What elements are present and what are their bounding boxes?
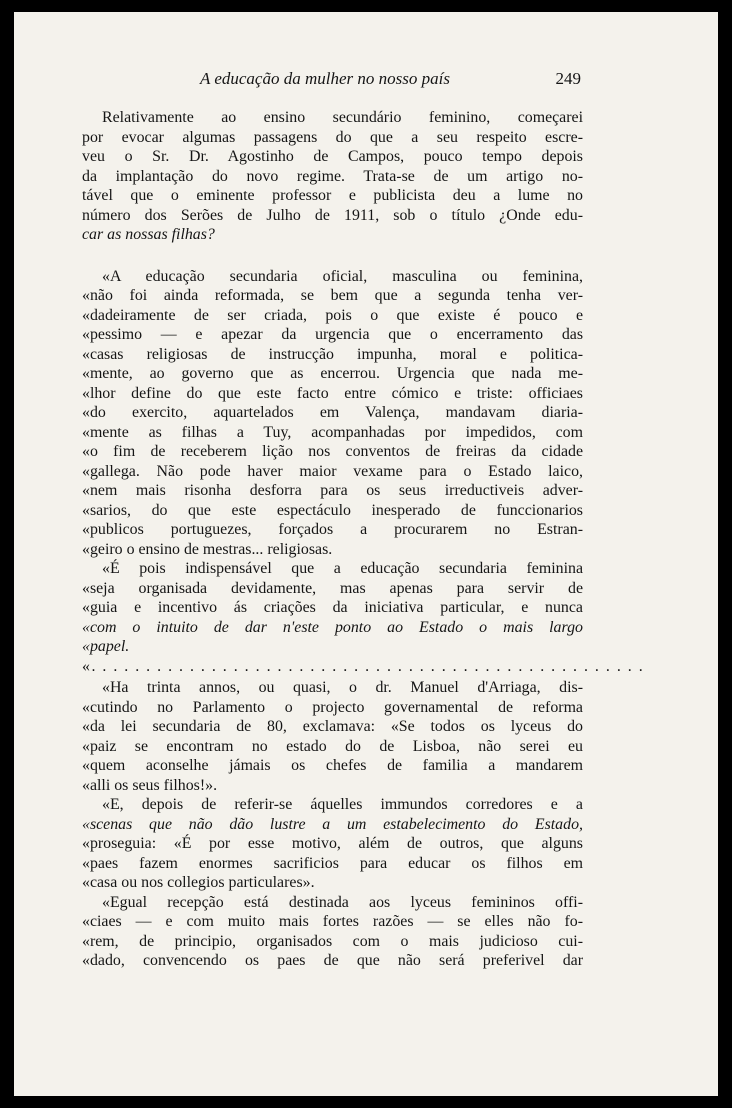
text-line: «sarios, do que este espectáculo inesperado de funccionarios xyxy=(82,501,583,519)
text-line: «gallega. Não pode haver maior vexame para o Estado laico, xyxy=(82,462,583,480)
text-line: «E, depois de referir-se áquelles immundos corredores e a xyxy=(102,796,583,813)
text-line: «casa ou nos collegios particulares». xyxy=(82,874,315,891)
text-line: «proseguia: «É por esse motivo, além de outros, que alguns xyxy=(82,835,583,852)
text-line: «com o intuito de dar n'este ponto ao Estado o mais largo xyxy=(82,618,583,636)
paragraph-intro xyxy=(82,108,583,245)
text-line: «da lei secundaria de 80, exclamava: «Se todos os lyceus do xyxy=(82,718,583,735)
book-page xyxy=(14,12,718,1096)
page-number: 249 xyxy=(555,69,581,88)
running-title: A educação da mulher no nosso país xyxy=(200,69,450,88)
text-line: «mente, ao governo que as encerrou. Urgencia que nada me- xyxy=(82,365,583,382)
text-line: «guia e incentivo ás criações da iniciativa particular, e nunca xyxy=(82,599,583,616)
text-line: «ciaes — e com muito mais fortes razões — se elles não fo- xyxy=(82,913,583,930)
text-line: «nem mais risonha desforra para os seus irreductiveis adver- xyxy=(82,482,583,499)
text-line: Relativamente ao ensino secundário feminino, começarei xyxy=(102,109,583,126)
ellipsis-line: «. . . . . . . . . . . . . . . . . . . . . . . . . . . . . . . . . . . . . . . . . . . . . . . . . . . xyxy=(82,657,645,675)
text-line: número dos Serões de Julho de 1911, sob o título ¿Onde edu- xyxy=(82,206,583,224)
paragraph-quote-2 xyxy=(82,559,583,657)
paragraph-quote-3 xyxy=(82,678,583,795)
text-line: «pessimo — e apezar da urgencia que o encerramento das xyxy=(82,326,583,343)
text-line: «scenas que não dão lustre a um estabelecimento do Estado, xyxy=(82,815,583,833)
text-line: «casas religiosas de instrucção impunha, moral e politica- xyxy=(82,345,583,363)
text-line: «Egual recepção está destinada aos lyceus femininos offi- xyxy=(102,893,583,911)
text-line: «quem aconselhe jámais os chefes de familia a mandarem xyxy=(82,757,583,774)
text-line: por evocar algumas passagens do que a seu respeito escre- xyxy=(82,128,583,146)
text-line: «não foi ainda reformada, se bem que a segunda tenha ver- xyxy=(82,287,583,304)
text-line: «É pois indispensável que a educação secundaria feminina xyxy=(102,560,583,577)
text-line: «do exercito, aquartelados em Valença, mandavam diaria- xyxy=(82,404,583,421)
text-line: «seja organisada devidamente, mas apenas para servir de xyxy=(82,579,583,597)
text-line: car as nossas filhas? xyxy=(82,226,215,243)
text-line: «papel. xyxy=(82,638,130,655)
text-line: «Ha trinta annos, ou quasi, o dr. Manuel d'Arriaga, dis- xyxy=(102,679,583,696)
text-line: «lhor define do que este facto entre cómico e triste: officiaes xyxy=(82,384,583,402)
text-line: «paiz se encontram no estado do de Lisboa, não serei eu xyxy=(82,737,583,755)
text-line: «o fim de receberem lição nos conventos de freiras da cidade xyxy=(82,443,583,460)
text-line: «paes fazem enormes sacrificios para educar os filhos em xyxy=(82,854,583,872)
page-content xyxy=(82,68,645,971)
text-line: «A educação secundaria oficial, masculina ou feminina, xyxy=(102,267,583,285)
text-line: «cutindo no Parlamento o projecto governamental de reforma xyxy=(82,698,583,716)
body-text xyxy=(82,108,645,971)
running-head xyxy=(82,68,583,96)
text-line: tável que o eminente professor e publicista deu a lume no xyxy=(82,187,583,204)
text-line: «dado, convencendo os paes de que não será preferivel dar xyxy=(82,952,583,969)
text-line: «publicos portuguezes, forçados a procurarem no Estran- xyxy=(82,521,583,538)
text-line: da implantação do novo regime. Trata-se de um artigo no- xyxy=(82,167,583,185)
text-line: «dadeiramente de ser criada, pois o que existe é pouco e xyxy=(82,306,583,324)
text-line: «mente as filhas a Tuy, acompanhadas por impedidos, com xyxy=(82,423,583,441)
text-line: «rem, de principio, organisados com o mais judicioso cui- xyxy=(82,932,583,950)
text-line: «alli os seus filhos!». xyxy=(82,776,218,794)
paragraph-quote-5 xyxy=(82,893,583,971)
text-line: veu o Sr. Dr. Agostinho de Campos, pouco tempo depois xyxy=(82,148,583,165)
text-line: «geiro o ensino de mestras... religiosas. xyxy=(82,540,333,558)
paragraph-quote-4 xyxy=(82,795,583,893)
paragraph-quote-1 xyxy=(82,267,583,560)
